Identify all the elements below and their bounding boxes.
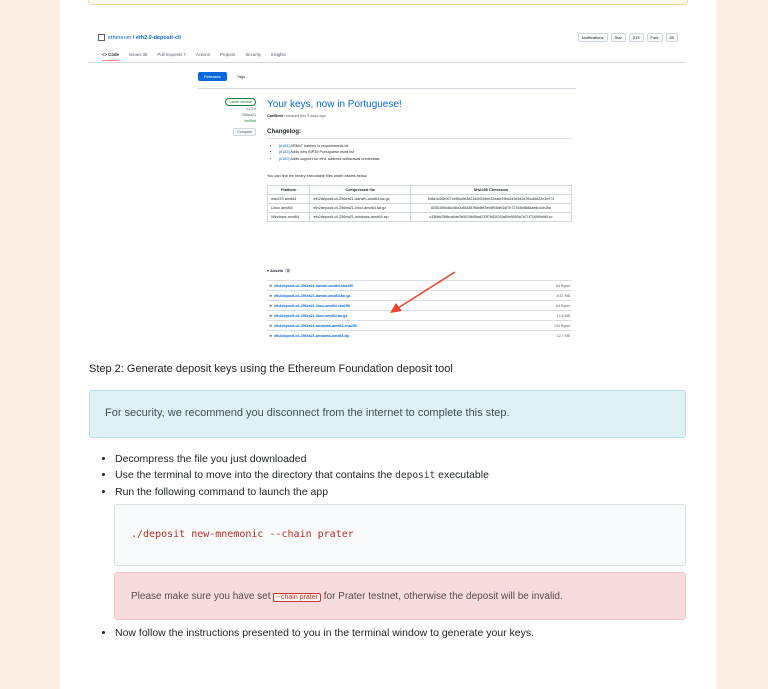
- arrow-shaft: [398, 272, 455, 308]
- pr-count: 7: [183, 52, 186, 57]
- tab-projects[interactable]: Projects: [219, 52, 236, 57]
- asset-size: 64 Bytes: [556, 303, 570, 308]
- cell-platform: Linux amd64: [268, 204, 310, 213]
- changelog-text: ARMv7 hashes in requirements.txt: [290, 144, 349, 148]
- star-button[interactable]: Star: [611, 33, 626, 42]
- list-item: • Decompress the file you just downloaded: [115, 451, 675, 467]
- warning-inline-code: --chain prater: [273, 593, 321, 602]
- security-info-alert: [89, 390, 686, 438]
- cell-sha: c436bb258bca0ae3b5019b06ad233f7b83f243a80e5950a7b71f7169f0a961cc: [410, 213, 571, 222]
- release-date: released this 5 days ago: [284, 114, 326, 118]
- cell-file: eth2deposit-cli-256ea21-windows-amd64.zip: [310, 213, 411, 222]
- command-text[interactable]: ./deposit new-mnemonic --chain prater: [131, 529, 354, 540]
- tab-code[interactable]: <> Code: [102, 52, 119, 61]
- fork-count[interactable]: 89: [666, 33, 678, 42]
- list-item-text: Use the terminal to move into the directory that contains the: [115, 469, 396, 481]
- arrow-head: [390, 303, 402, 313]
- changelog-link[interactable]: [#183]: [279, 150, 290, 155]
- latest-release-badge: Latest release: [225, 98, 256, 106]
- list-item: [115, 467, 675, 484]
- asset-size: 134 Bytes: [554, 323, 570, 328]
- list-item: • Run the following command to launch the app: [115, 484, 675, 500]
- final-instructions-list: [95, 625, 534, 641]
- warning-pre: Please make sure you have set: [131, 591, 274, 602]
- package-icon: ⊕: [269, 283, 273, 288]
- cell-sha: 5d6e4c55e00744f6bc963821a2b536ee32eafe29bd343e542a7fbcd6d22e3e973: [410, 195, 571, 204]
- tab-issues-label: Issues: [128, 52, 142, 57]
- instructions-list: [95, 451, 675, 500]
- tab-insights[interactable]: Insights: [270, 52, 286, 57]
- compare-button[interactable]: Compare: [233, 128, 256, 136]
- top-notice-box: [88, 0, 688, 5]
- list-item-text: executable: [435, 469, 489, 481]
- changelog-text: Adds new BIP39 Portuguese word list: [290, 150, 354, 155]
- asset-size: 12.7 MB: [556, 333, 570, 338]
- cell-sha: 825035b6d6c08c0c85a387f6e8bf3e9df93dfd16f7b72763b6888ae8c4cb35a: [410, 204, 571, 213]
- releases-tab[interactable]: Releases: [198, 72, 227, 81]
- repo-owner[interactable]: ethereum: [108, 34, 132, 41]
- verified-badge: Verified: [244, 119, 256, 123]
- asset-name[interactable]: eth2deposit-cli-256ea21-windows-amd64.sha256: [274, 323, 357, 328]
- github-release-screenshot: [88, 24, 686, 359]
- changelog-link[interactable]: [#180]: [279, 156, 290, 161]
- repo-name[interactable]: eth2.0-deposit-cli: [135, 34, 182, 41]
- issues-count: 38: [142, 52, 148, 57]
- package-icon: ⊕: [269, 293, 273, 298]
- asset-name[interactable]: eth2deposit-cli-256ea21-darwin-amd64.tar.gz: [274, 293, 351, 298]
- tag-label[interactable]: v1.2.0: [246, 107, 256, 111]
- asset-name[interactable]: eth2deposit-cli-256ea21-linux-amd64.tar.gz: [274, 313, 348, 318]
- tab-security[interactable]: Security: [245, 52, 261, 57]
- col-file: Compressed file: [310, 186, 411, 195]
- tab-pr-label: Pull requests: [157, 52, 183, 57]
- security-info-text: For security, we recommend you disconnect from the internet to complete this step.: [105, 407, 510, 419]
- asset-size: 8.57 MB: [556, 293, 570, 298]
- notifications-button[interactable]: Notifications: [578, 33, 608, 42]
- tab-actions[interactable]: Actions: [195, 52, 210, 57]
- asset-name[interactable]: eth2deposit-cli-256ea21-windows-amd64.zip: [274, 333, 350, 338]
- star-count[interactable]: 213: [629, 33, 644, 42]
- asset-name[interactable]: eth2deposit-cli-256ea21-darwin-amd64.sha256: [274, 283, 354, 288]
- changelog-text: Adds support for eth1 address withdrawal credentials: [290, 156, 380, 161]
- list-item: • Now follow the instructions presented to you in the terminal window to generate your keys.: [115, 625, 534, 641]
- changelog-link[interactable]: [#184]: [279, 144, 290, 148]
- warning-alert: [114, 572, 686, 620]
- commit-label[interactable]: 256ea21: [242, 113, 256, 117]
- cell-file: eth2deposit-cli-256ea21-darwin-amd64.tar.gz: [310, 195, 411, 204]
- col-platform: Platform: [268, 186, 310, 195]
- annotation-arrow-icon: [88, 24, 686, 359]
- assets-count: 6: [287, 268, 290, 273]
- binaries-note: You can find the binary executable files under assets below.: [267, 174, 368, 178]
- tags-tab[interactable]: Tags: [236, 74, 246, 79]
- cell-file: eth2deposit-cli-256ea21-linux-amd64.tar.gz: [310, 204, 411, 213]
- release-title[interactable]: Your keys, now in Portuguese!: [267, 99, 402, 110]
- asset-name[interactable]: eth2deposit-cli-256ea21-linux-amd64.sha256: [274, 303, 350, 308]
- package-icon: ⊕: [269, 303, 273, 308]
- fork-button[interactable]: Fork: [647, 33, 663, 42]
- assets-toggle[interactable]: ▾ Assets 6: [267, 268, 290, 273]
- package-icon: ⊕: [269, 323, 273, 328]
- inline-code: deposit: [395, 470, 436, 481]
- cell-platform: Windows amd64: [268, 213, 310, 222]
- step2-heading: Step 2: Generate deposit keys using the Ethereum Foundation deposit tool: [89, 363, 453, 375]
- package-icon: ⊕: [269, 333, 273, 338]
- changelog-heading: Changelog:: [267, 128, 302, 135]
- col-sha: SHA256 Checksum: [410, 186, 571, 195]
- cell-platform: macOS amd64: [268, 195, 310, 204]
- asset-size: 64 Bytes: [556, 283, 570, 288]
- package-icon: ⊕: [269, 313, 273, 318]
- repo-breadcrumb[interactable]: ethereum / eth2.0-deposit-cli: [98, 34, 181, 41]
- release-author[interactable]: CarlBeek: [267, 114, 284, 118]
- warning-text: [131, 591, 563, 602]
- command-code-block[interactable]: [114, 504, 686, 566]
- asset-size: 14.8 MB: [556, 313, 570, 318]
- assets-label: Assets: [269, 268, 284, 273]
- warning-post: for Prater testnet, otherwise the deposit will be invalid.: [320, 591, 563, 602]
